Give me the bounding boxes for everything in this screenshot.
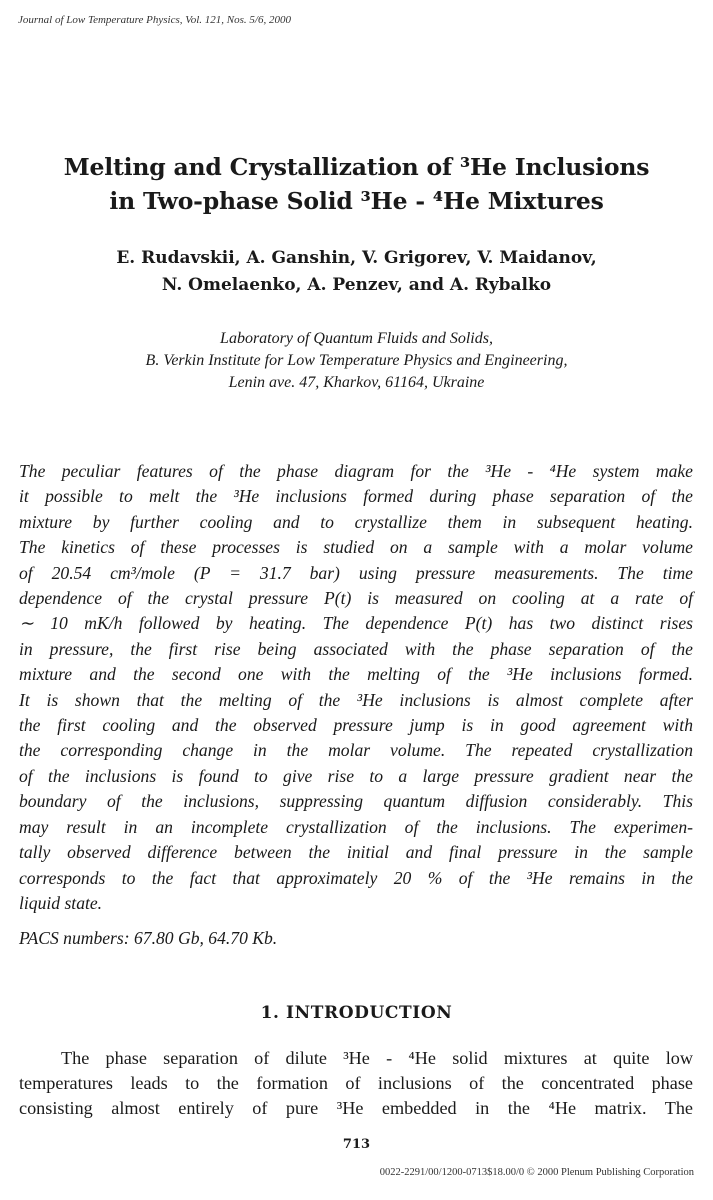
abstract-line: mixture and the second one with the melting of the ³He inclusions formed. — [19, 664, 693, 685]
affiliation — [0, 328, 713, 394]
abstract-line: The peculiar features of the phase diagram for the ³He - ⁴He system make — [19, 461, 693, 481]
affiliation-line-2: B. Verkin Institute for Low Temperature Physics and Engineering, — [145, 352, 568, 369]
author-list — [0, 245, 713, 299]
abstract-line: corresponds to the fact that approximately 20 % of the ³He remains in the — [19, 867, 693, 888]
abstract-line: may result in an incomplete crystallization of the inclusions. The experimen- — [19, 816, 693, 837]
pacs-numbers: PACS numbers: 67.80 Gb, 64.70 Kb. — [19, 928, 278, 948]
page-number: 713 — [342, 1137, 371, 1152]
section-heading: 1. INTRODUCTION — [260, 1003, 453, 1023]
abstract-line: of 20.54 cm³/mole (P = 31.7 bar) using pressure measurements. The time — [19, 562, 693, 583]
abstract-line: in pressure, the first rise being associated with the phase separation of the — [19, 638, 693, 659]
abstract-line: dependence of the crystal pressure P(t) is measured on cooling at a rate of — [19, 588, 693, 609]
abstract — [19, 459, 693, 916]
authors-line-2: N. Omelaenko, A. Penzev, and A. Rybalko — [161, 275, 552, 295]
abstract-line: boundary of the inclusions, suppressing quantum diffusion considerably. This — [19, 791, 693, 812]
authors-line-1: E. Rudavskii, A. Ganshin, V. Grigorev, V. Maidanov, — [116, 248, 597, 268]
journal-header: Journal of Low Temperature Physics, Vol. 121, Nos. 5/6, 2000 — [18, 14, 291, 26]
affiliation-line-3: Lenin ave. 47, Kharkov, 61164, Ukraine — [228, 374, 485, 391]
intro-line: temperatures leads to the formation of inclusions of the concentrated phase — [19, 1073, 693, 1093]
abstract-line: of the inclusions is found to give rise to a large pressure gradient near the — [19, 765, 693, 786]
abstract-line: ∼ 10 mK/h followed by heating. The dependence P(t) has two distinct rises — [19, 613, 693, 634]
intro-paragraph — [19, 1046, 693, 1121]
title-line-2: in Two-phase Solid ³He - ⁴He Mixtures — [109, 187, 604, 215]
intro-line: consisting almost entirely of pure ³He embedded in the ⁴He matrix. The — [19, 1098, 693, 1118]
abstract-line: mixture by further cooling and to crystallize them in subsequent heating. — [19, 511, 693, 532]
copyright-footer: 0022-2291/00/1200-0713$18.00/0 © 2000 Plenum Publishing Corporation — [379, 1167, 694, 1178]
abstract-line: the corresponding change in the molar volume. The repeated crystallization — [19, 740, 693, 761]
title-line-1: Melting and Crystallization of ³He Inclusions — [63, 153, 650, 181]
abstract-line: The kinetics of these processes is studied on a sample with a molar volume — [19, 537, 693, 558]
abstract-line: it possible to melt the ³He inclusions formed during phase separation of the — [19, 486, 693, 507]
abstract-line: tally observed difference between the initial and final pressure in the sample — [19, 842, 693, 863]
paper-title — [0, 150, 713, 218]
intro-line: The phase separation of dilute ³He - ⁴He solid mixtures at quite low — [61, 1048, 693, 1068]
abstract-line: the first cooling and the observed pressure jump is in good agreement with — [19, 715, 693, 736]
affiliation-line-1: Laboratory of Quantum Fluids and Solids, — [220, 330, 493, 347]
abstract-line: liquid state. — [19, 892, 103, 913]
abstract-line: It is shown that the melting of the ³He inclusions is almost complete after — [19, 689, 693, 710]
